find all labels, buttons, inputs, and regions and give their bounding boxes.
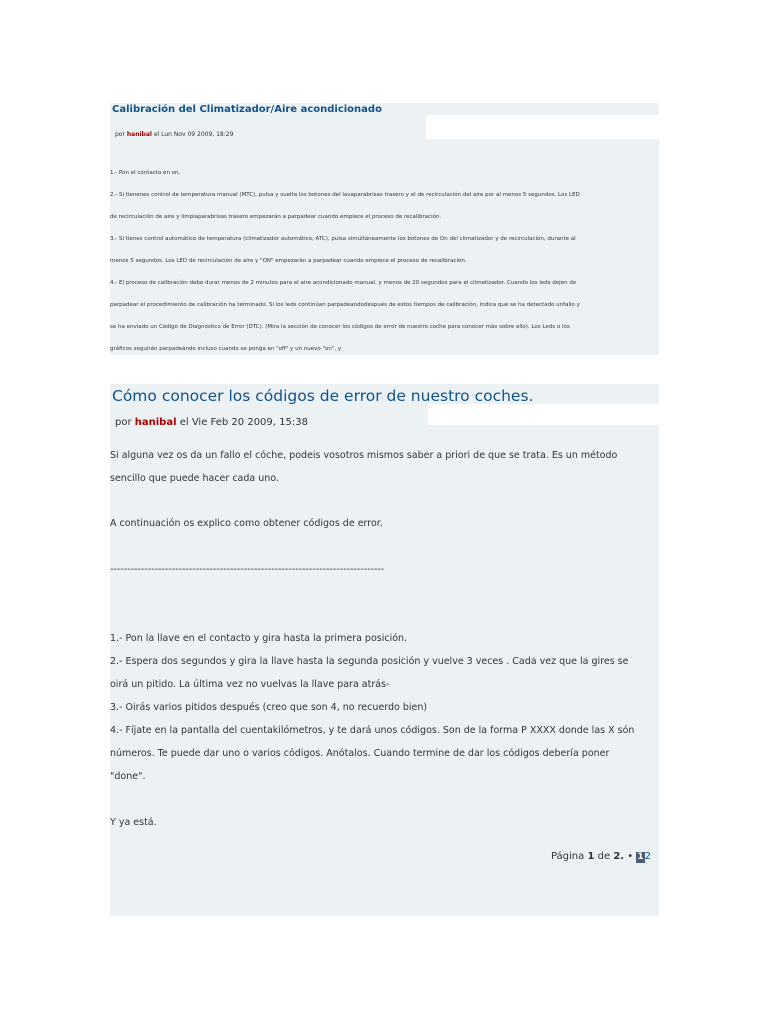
total-pages: 2.: [613, 851, 625, 862]
content-line: 4.- El proceso de calibración debe durar menos de 2 minutos para el aire acondicionado manual, y menos de 20 segundos para el climatizador. Cuando los leds dejen de: [110, 280, 577, 286]
step-line: 1.- Pon la llave en el contacto y gira hasta la primera posición.: [110, 633, 408, 644]
separator-line: --------------------------------------------------------------------------------: [110, 564, 385, 575]
content-line: 2.- Si tienenes control de temperatura manual (MTC), pulsa y suelta los botones del lavaparabrisas trasero y el de recirculación del aire por al menos 5 segundos. Los LED: [110, 192, 580, 198]
step-line: "done".: [110, 771, 146, 782]
page-1-current: 1: [637, 852, 644, 862]
post-header-gap: [428, 404, 659, 425]
content-line: A continuación os explico como obtener códigos de error.: [110, 518, 383, 529]
post-title[interactable]: Calibración del Climatizador/Aire acondicionado: [112, 104, 382, 115]
post-calibration: [110, 103, 659, 355]
content-line: se ha enviado un Código de Diagnóstico de Error (DTC). (Mira la sección de conocer los códigos de error de nuestro coche para conocer más sobre ello). Los Leds o los: [110, 324, 570, 330]
content-line: menos 5 segundos. Los LED de recirculación de aire y "ON" empezarán a parpadear cuando empiece el proceso de recalibración.: [110, 258, 467, 264]
page-2-link[interactable]: 2: [644, 851, 651, 862]
post-date: el Lun Nov 09 2009, 18:29: [153, 131, 234, 138]
post-date: el Vie Feb 20 2009, 15:38: [179, 417, 308, 428]
author-link[interactable]: hanibal: [126, 131, 152, 138]
step-line: 4.- Fíjate en la pantalla del cuentakilómetros, y te dará unos códigos. Son de la forma P XXXX donde las X són: [110, 725, 635, 736]
step-line: 3.- Oirás varios pitidos después (creo que son 4, no recuerdo bien): [110, 702, 428, 713]
pagination: [551, 850, 651, 864]
content-line: 3.- Si tienes control automático de temperatura (climatizador automático, ATC), pulsa simultáneamente los botones de On del climatizador y de recirculación, durante al: [110, 236, 576, 242]
by-label: por: [115, 417, 132, 428]
post-title[interactable]: Cómo conocer los códigos de error de nuestro coches.: [112, 387, 534, 405]
bullet-separator: •: [627, 851, 634, 862]
content-line: sencillo que puede hacer cada uno.: [110, 473, 279, 484]
post-meta: [115, 416, 308, 430]
content-line: 1.- Pon el contacto en on.: [110, 170, 181, 176]
closing-line: Y ya está.: [110, 817, 157, 828]
author-link[interactable]: hanibal: [134, 417, 177, 428]
content-line: parpadear el procedimiento de calibración ha terminado. Si los leds continúan parpadeandodespués de estos tiempos de calibración, indica que se ha detectado unfallo y: [110, 302, 580, 308]
post-meta: [115, 131, 233, 139]
post-error-codes: [110, 384, 659, 916]
page-label: Página: [550, 851, 585, 862]
content-line: Si alguna vez os da un fallo el cóche, podeis vosotros mismos saber a priori de que se trata. Es un método: [110, 450, 618, 461]
content-line: gráficos seguirán parpadeándo incluso cuando se ponga en "off" y un nuevo "on", y: [110, 346, 342, 352]
step-line: 2.- Espera dos segundos y gira la llave hasta la segunda posición y vuelve 3 veces . Cada vez que la gires se: [110, 656, 629, 667]
by-label: por: [115, 131, 125, 138]
post-content: [110, 162, 659, 360]
content-line: de recirculación de aire y limpiaparabrisas trasero empezarán a parpadear cuando empiece el proceso de recalibración.: [110, 214, 442, 220]
step-line: oirá un pitido. La última vez no vuelvas la llave para atrás-: [110, 679, 390, 690]
current-page-number: 1: [587, 851, 595, 862]
of-label: de: [597, 851, 611, 862]
post-header-gap: [426, 115, 659, 139]
step-line: números. Te puede dar uno o varios códigos. Anótalos. Cuando termine de dar los códigos debería poner: [110, 748, 610, 759]
